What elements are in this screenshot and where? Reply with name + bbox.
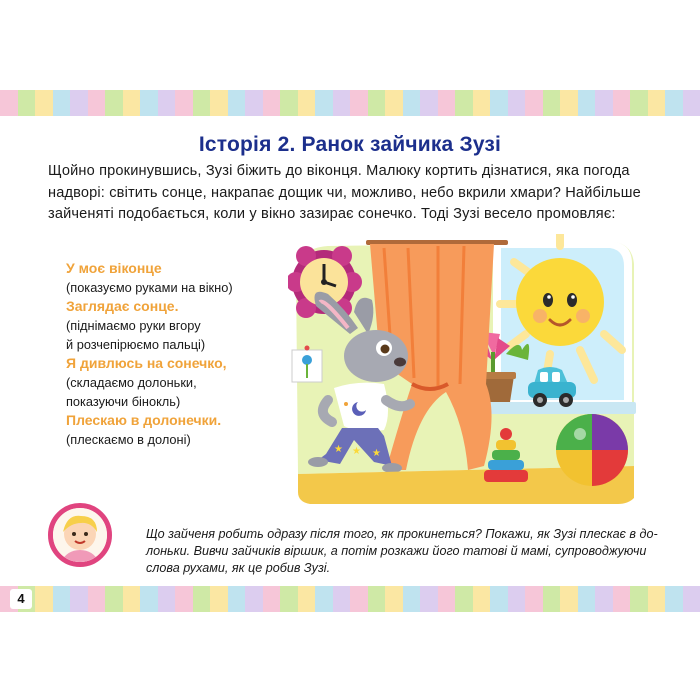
stripe-segment (630, 90, 648, 116)
stripe-segment (648, 90, 666, 116)
stripe-segment (105, 90, 123, 116)
poem-verse: Плескаю в долонечки. (66, 412, 222, 428)
stripe-segment (175, 586, 193, 612)
stripe-segment (35, 586, 53, 612)
stripe-segment (298, 586, 316, 612)
stripe-segment (315, 586, 333, 612)
stripe-segment (333, 586, 351, 612)
stripe-segment (140, 586, 158, 612)
poem-verse: Я дивлюсь на сонечко, (66, 355, 227, 371)
stripe-segment (455, 586, 473, 612)
task-line: лоньки. Вивчи зайчиків віршик, а потім розкажи його татові й мамі, супроводжуючи (146, 544, 647, 558)
stripe-segment (175, 90, 193, 116)
stripe-segment (245, 586, 263, 612)
stripe-segment (53, 586, 71, 612)
stripe-segment (245, 90, 263, 116)
stripe-segment (455, 90, 473, 116)
stripe-segment (298, 90, 316, 116)
stripe-segment (508, 586, 526, 612)
stripe-segment (88, 90, 106, 116)
stripe-segment (578, 586, 596, 612)
page-number: 4 (10, 589, 32, 609)
stripe-segment (123, 586, 141, 612)
top-stripe-band (0, 90, 700, 116)
intro-line: зайченяті подобається, коли у вікно зазирає сонечко. Тоді Зузі весело промовляє: (48, 206, 616, 222)
stripe-segment (70, 586, 88, 612)
stripe-segment (473, 90, 491, 116)
stripe-segment (613, 90, 631, 116)
poem-action: показуючи бінокль) (66, 394, 181, 409)
intro-line: Щойно прокинувшись, Зузі біжить до віконця. Малюку кортить дізнатися, яка погода (48, 163, 630, 179)
stripe-segment (368, 90, 386, 116)
stripe-segment (543, 586, 561, 612)
intro-line: надворі: світить сонце, накрапає дощик чи, можливо, небо вкрили хмари? Найбільше (48, 184, 641, 201)
stripe-segment (420, 586, 438, 612)
stripe-segment (525, 586, 543, 612)
flower-picture-icon (292, 346, 322, 383)
poem-action: (плескаємо в долоні) (66, 432, 191, 447)
stripe-segment (665, 586, 683, 612)
stripe-segment (158, 90, 176, 116)
stripe-segment (578, 90, 596, 116)
stripe-segment (280, 90, 298, 116)
svg-text:★: ★ (334, 444, 343, 455)
poem-verse: Заглядає сонце. (66, 298, 179, 314)
stripe-segment (210, 90, 228, 116)
stripe-segment (630, 586, 648, 612)
stripe-segment (368, 586, 386, 612)
stripe-segment (595, 90, 613, 116)
stripe-segment (490, 90, 508, 116)
stripe-segment (648, 586, 666, 612)
stripe-segment (683, 586, 700, 612)
stripe-segment (560, 90, 578, 116)
poem-block (66, 259, 286, 449)
poem-action: й розчепірюємо пальці) (66, 337, 206, 352)
child-avatar-icon (48, 503, 112, 567)
poem-verse: У моє віконце (66, 260, 162, 276)
stripe-segment (0, 90, 18, 116)
poem-action: (показуємо руками на вікно) (66, 280, 233, 295)
stripe-segment (385, 90, 403, 116)
morning-illustration (288, 234, 636, 504)
stripe-segment (665, 90, 683, 116)
task-paragraph (146, 526, 686, 577)
task-line: слова рухами, як це робив Зузі. (146, 561, 331, 575)
stripe-segment (210, 586, 228, 612)
stripe-segment (105, 586, 123, 612)
svg-text:★: ★ (372, 448, 381, 459)
page-title: Історія 2. Ранок зайчика Зузі (198, 133, 502, 156)
ball-icon (556, 414, 628, 486)
stripe-segment (595, 586, 613, 612)
svg-text:★: ★ (352, 446, 361, 457)
bottom-stripe-band (0, 586, 700, 612)
stripe-segment (18, 90, 36, 116)
stripe-segment (228, 586, 246, 612)
stripe-segment (140, 90, 158, 116)
stripe-segment (350, 586, 368, 612)
stripe-segment (420, 90, 438, 116)
stripe-segment (193, 90, 211, 116)
stripe-segment (228, 90, 246, 116)
stripe-segment (683, 90, 700, 116)
stripe-segment (403, 90, 421, 116)
stripe-segment (403, 586, 421, 612)
stripe-segment (315, 90, 333, 116)
stripe-segment (490, 586, 508, 612)
stripe-segment (263, 586, 281, 612)
poem-action: (складаємо долоньки, (66, 375, 197, 390)
stripe-segment (123, 90, 141, 116)
stripe-segment (613, 586, 631, 612)
stripe-segment (70, 90, 88, 116)
stripe-segment (438, 90, 456, 116)
stripe-segment (560, 586, 578, 612)
stripe-segment (88, 586, 106, 612)
poem-action: (піднімаємо руки вгору (66, 318, 201, 333)
stripe-segment (193, 586, 211, 612)
stripe-segment (473, 586, 491, 612)
intro-paragraph (48, 161, 668, 226)
stripe-segment (35, 90, 53, 116)
stripe-segment (508, 90, 526, 116)
stripe-segment (438, 586, 456, 612)
stripe-segment (53, 90, 71, 116)
stripe-segment (385, 586, 403, 612)
stripe-segment (158, 586, 176, 612)
stripe-segment (525, 90, 543, 116)
stripe-segment (543, 90, 561, 116)
stripe-segment (333, 90, 351, 116)
stripe-segment (263, 90, 281, 116)
stripe-segment (350, 90, 368, 116)
stripe-segment (280, 586, 298, 612)
task-line: Що зайченя робить одразу після того, як прокинеться? Покажи, як Зузі плескає в до- (146, 527, 658, 541)
